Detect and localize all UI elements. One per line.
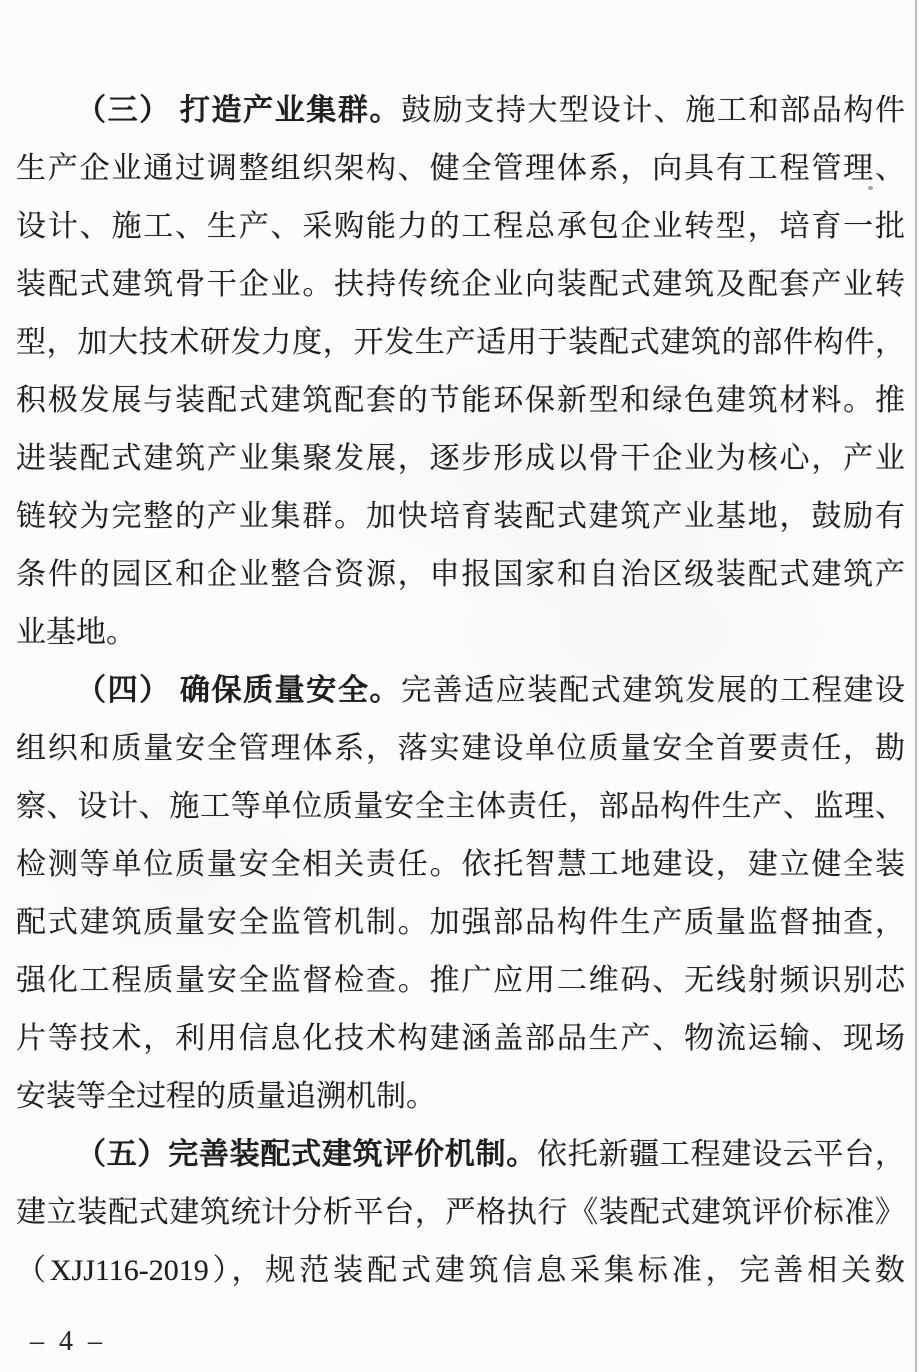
line-text: 进装配式建筑产业集聚发展，逐步形成以骨干企业为核心，产业 bbox=[16, 442, 905, 475]
text-line bbox=[16, 778, 905, 836]
text-line bbox=[16, 256, 905, 314]
line-text: 鼓励支持大型设计、施工和部品构件 bbox=[401, 94, 905, 127]
text-line bbox=[16, 894, 905, 952]
text-line bbox=[16, 1010, 905, 1068]
line-text: 依托新疆工程建设云平台， bbox=[536, 1138, 905, 1171]
line-text: （XJJ116-2019），规范装配式建筑信息采集标准，完善相关数 bbox=[16, 1254, 905, 1287]
text-line bbox=[16, 662, 905, 720]
line-text: 生产企业通过调整组织架构、健全管理体系，向具有工程管理、 bbox=[16, 152, 905, 185]
line-text: 配式建筑质量安全监管机制。加强部品构件生产质量监督抽查， bbox=[16, 906, 905, 939]
text-line bbox=[16, 1184, 905, 1242]
text-line bbox=[16, 1068, 905, 1126]
page-number: – 4 – bbox=[30, 1326, 106, 1357]
line-text: 片等技术，利用信息化技术构建涵盖部品生产、物流运输、现场 bbox=[16, 1022, 905, 1055]
document-body bbox=[16, 82, 905, 1300]
line-text: 链较为完整的产业集群。加快培育装配式建筑产业基地，鼓励有 bbox=[16, 500, 905, 533]
line-text: 设计、施工、生产、采购能力的工程总承包企业转型，培育一批 bbox=[16, 210, 905, 243]
text-line bbox=[16, 488, 905, 546]
line-text: 组织和质量安全管理体系，落实建设单位质量安全首要责任，勘 bbox=[16, 732, 905, 765]
paragraph-lead: （三） 打造产业集群。 bbox=[76, 94, 402, 127]
text-line bbox=[16, 1242, 905, 1300]
text-line bbox=[16, 430, 905, 488]
text-line bbox=[16, 952, 905, 1010]
text-line bbox=[16, 140, 905, 198]
line-text: 装配式建筑骨干企业。扶持传统企业向装配式建筑及配套产业转 bbox=[16, 268, 905, 301]
scan-speck-artifact bbox=[868, 186, 873, 190]
text-line bbox=[16, 314, 905, 372]
text-line bbox=[16, 604, 905, 662]
paragraph bbox=[16, 82, 905, 662]
text-line bbox=[16, 1126, 905, 1184]
scan-edge-artifact bbox=[915, 0, 917, 1372]
paragraph bbox=[16, 662, 905, 1126]
line-text: 完善适应装配式建筑发展的工程建设 bbox=[401, 674, 905, 707]
paragraph-lead: （四） 确保质量安全。 bbox=[76, 674, 402, 707]
line-text: 检测等单位质量安全相关责任。依托智慧工地建设，建立健全装 bbox=[16, 848, 905, 881]
text-line bbox=[16, 720, 905, 778]
line-text: 业基地。 bbox=[16, 616, 136, 649]
paragraph bbox=[16, 1126, 905, 1300]
text-line bbox=[16, 836, 905, 894]
text-line bbox=[16, 372, 905, 430]
line-text: 安装等全过程的质量追溯机制。 bbox=[16, 1080, 436, 1113]
line-text: 建立装配式建筑统计分析平台，严格执行《装配式建筑评价标准》 bbox=[16, 1196, 905, 1229]
line-text: 型，加大技术研发力度，开发生产适用于装配式建筑的部件构件， bbox=[16, 326, 905, 359]
text-line bbox=[16, 82, 905, 140]
paragraph-lead: （五）完善装配式建筑评价机制。 bbox=[76, 1138, 537, 1171]
text-line bbox=[16, 198, 905, 256]
line-text: 条件的园区和企业整合资源，申报国家和自治区级装配式建筑产 bbox=[16, 558, 905, 591]
line-text: 强化工程质量安全监督检查。推广应用二维码、无线射频识别芯 bbox=[16, 964, 905, 997]
text-line bbox=[16, 546, 905, 604]
line-text: 积极发展与装配式建筑配套的节能环保新型和绿色建筑材料。推 bbox=[16, 384, 905, 417]
line-text: 察、设计、施工等单位质量安全主体责任，部品构件生产、监理、 bbox=[16, 790, 905, 823]
